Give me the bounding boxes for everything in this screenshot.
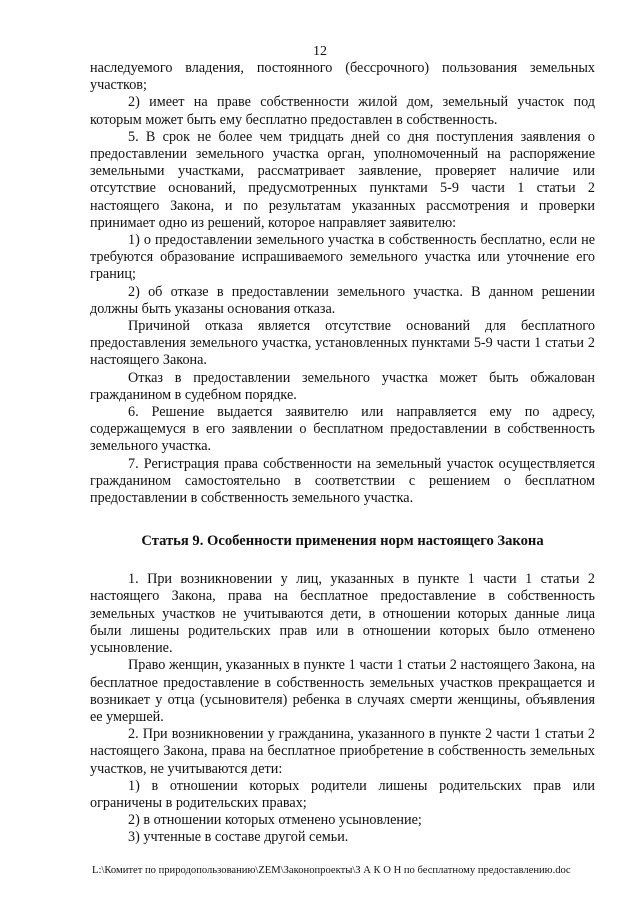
paragraph: Причиной отказа является отсутствие оснований для бесплатного предоставления земельного участка, установленных пунктами 5-9 части 1 статьи 2 настоящего Закона.	[90, 318, 595, 369]
paragraph: 2. При возникновении у гражданина, указанного в пункте 2 части 1 статьи 2 настоящего Закона, права на бесплатное приобретение в собственность земельных участков, не учитываются дети:	[90, 726, 595, 777]
paragraph: 2) имеет на праве собственности жилой дом, земельный участок под которым может быть ему бесплатно предоставлен в собственность.	[90, 94, 595, 128]
article-heading: Статья 9. Особенности применения норм настоящего Закона	[141, 533, 544, 550]
paragraph: 2) об отказе в предоставлении земельного участка. В данном решении должны быть указаны основания отказа.	[90, 283, 595, 317]
paragraph: 1) в отношении которых родители лишены родительских прав или ограничены в родительских правах;	[90, 777, 595, 811]
paragraph: Право женщин, указанных в пункте 1 части 1 статьи 2 настоящего Закона, на бесплатное предоставление в собственность земельных участков прекращается и возникает у отца (усыновителя) ребенка в случаях смерти женщины, объявления ее умершей.	[90, 657, 595, 725]
paragraph: Отказ в предоставлении земельного участка может быть обжалован гражданином в судебном порядке.	[90, 369, 595, 403]
paragraph: 1) о предоставлении земельного участка в собственность бесплатно, если не требуются образование испрашиваемого земельного участка или уточнение его границ;	[90, 232, 595, 283]
paragraph: 6. Решение выдается заявителю или направляется ему по адресу, содержащемуся в его заявлении о бесплатном предоставлении в собственность земельного участка.	[90, 404, 595, 455]
document-body	[90, 60, 595, 847]
page-number: 12	[313, 44, 327, 59]
paragraph: 3) учтенные в составе другой семьи.	[128, 829, 349, 846]
bottom-section	[90, 571, 595, 846]
paragraph: 5. В срок не более чем тридцать дней со дня поступления заявления о предоставлении земельного участка орган, уполномоченный на распоряжение земельными участками, рассматривает заявление, проверяет наличие или отсутствие оснований, предусмотренных пунктами 5-9 части 1 статьи 2 настоящего Закона, и по результатам указанных рассмотрения и проверки принимает одно из решений, которое направляет заявителю:	[90, 128, 595, 231]
paragraph: 2) в отношении которых отменено усыновление;	[128, 812, 422, 829]
paragraph: 1. При возникновении у лиц, указанных в пункте 1 части 1 статьи 2 настоящего Закона, права на бесплатное предоставление в собственность земельных участков не учитываются дети, в отношении которых данные лица были лишены родительских прав или в отношении которых было отменено усыновление.	[90, 571, 595, 657]
footer-file-path: L:\Комитет по природопользованию\ZEM\Законопроекты\З А К О Н по бесплатному предоставлению.doc	[92, 865, 571, 876]
paragraph: 7. Регистрация права собственности на земельный участок осуществляется гражданином самостоятельно в соответствии с решением о бесплатном предоставлении в собственность земельного участка.	[90, 455, 595, 507]
top-section	[90, 60, 595, 507]
paragraph: наследуемого владения, постоянного (бессрочного) пользования земельных участков;	[90, 60, 595, 94]
